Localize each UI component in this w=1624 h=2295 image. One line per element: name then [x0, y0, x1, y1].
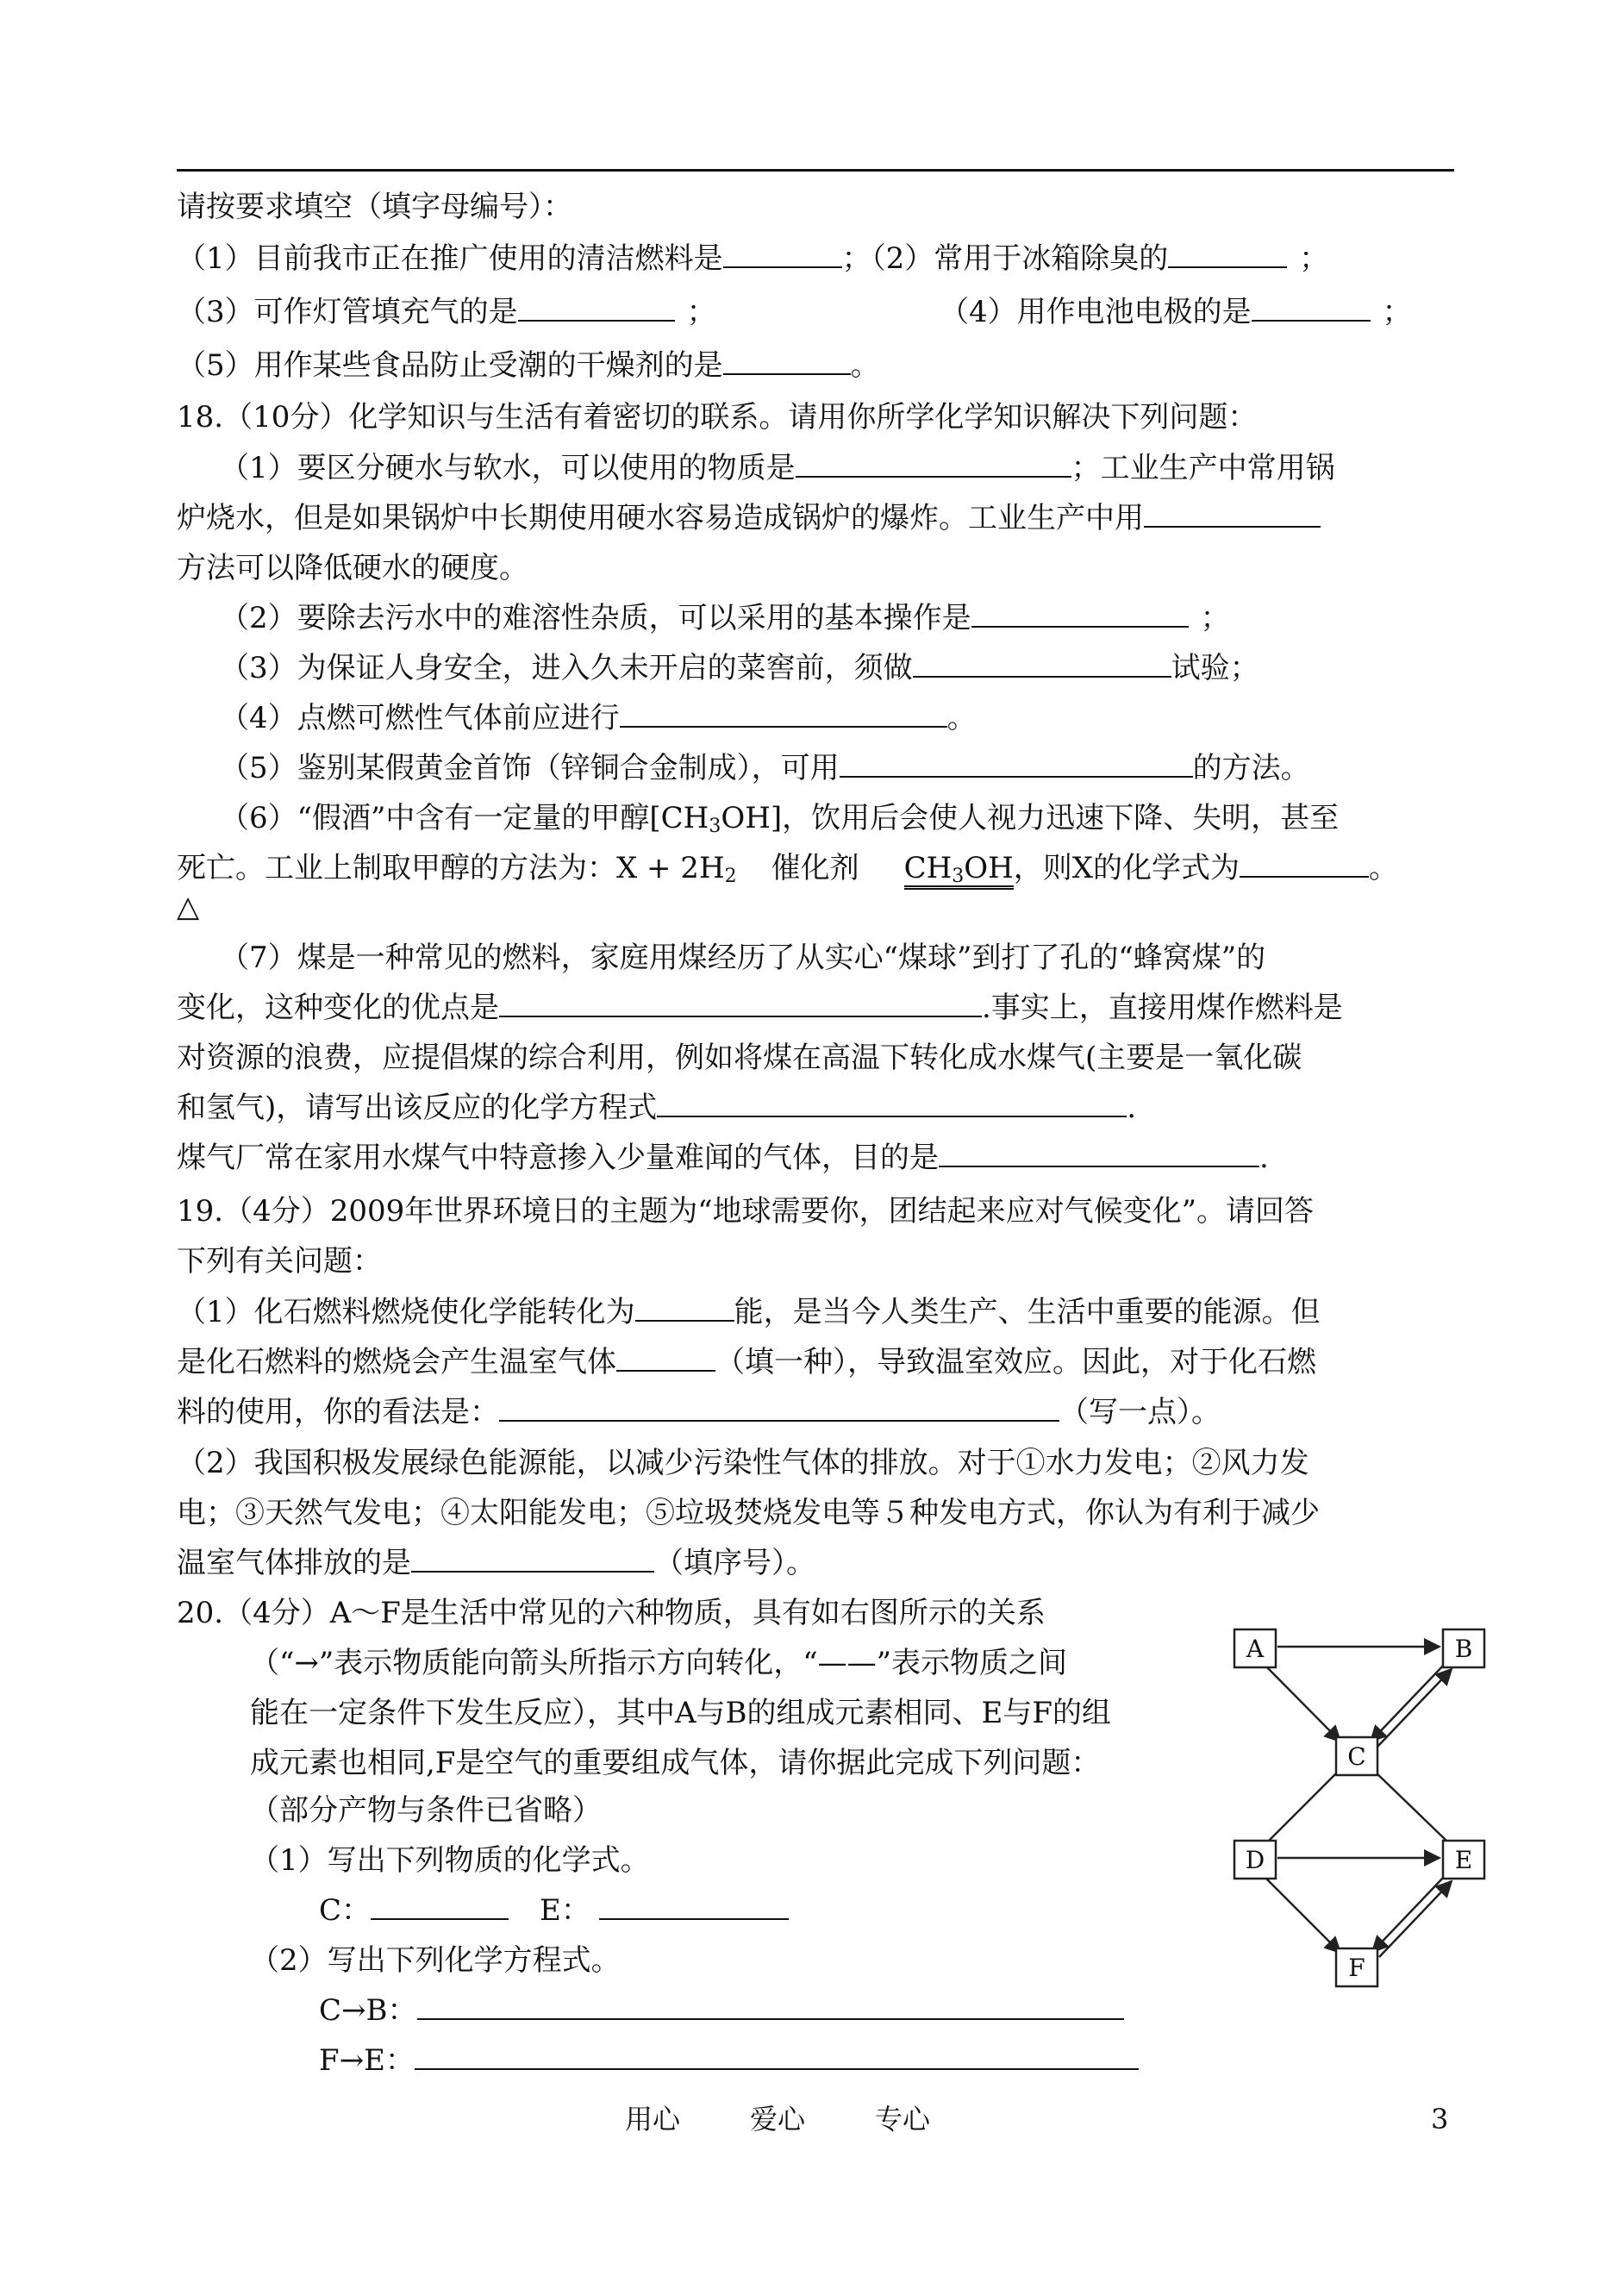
- relationship-diagram: [1224, 1621, 1508, 2017]
- q18-p6-text-2: OH]，饮用后会使人视力迅速下降、失明，甚至: [721, 801, 1340, 835]
- q18-p4-line: [220, 699, 977, 737]
- q18-blank-10[interactable]: [939, 1140, 1259, 1167]
- q19-heading-2: 下列有关问题：: [177, 1244, 382, 1279]
- q20-sub-2: （2）写出下列化学方程式。: [250, 1943, 621, 1978]
- reaction-equals-sign: [904, 851, 1014, 890]
- q18-p3-line: [220, 649, 1259, 687]
- q17-item-2-text: ；（2）常用于冰箱除臭的: [841, 241, 1169, 276]
- q19-blank-3[interactable]: [499, 1394, 1059, 1422]
- q18-blank-3[interactable]: [971, 600, 1189, 628]
- q17-item-5-text: （5）用作某些食品防止受潮的干燥剂的是: [177, 348, 723, 383]
- c-to-b-equation-blank[interactable]: [417, 1992, 1124, 2020]
- q19-p1-text: （1）化石燃料燃烧使化学能转化为: [177, 1295, 635, 1329]
- period: 。: [946, 701, 977, 735]
- q18-p6-line-2: [177, 849, 1398, 896]
- q18-p6-text: （6）“假酒”中含有一定量的甲醇[CH: [220, 801, 709, 835]
- q19-p2-line-1: （2）我国积极发展绿色能源能，以减少污染性气体的排放。对于①水力发电；②风力发: [177, 1446, 1309, 1480]
- arrow-f-to-e: [1379, 1881, 1452, 1957]
- q18-p7-line-2: [177, 989, 1343, 1027]
- q19-heading-1: 19.（4分）2009年世界环境日的主题为“地球需要你，团结起来应对气候变化”。请回答: [177, 1194, 1314, 1229]
- semicolon: ；: [1200, 601, 1230, 635]
- e-label: E：: [540, 1893, 590, 1928]
- arrow-d-to-f: [1265, 1878, 1340, 1953]
- q18-p7-line-3: 对资源的浪费，应提倡煤的综合利用，例如将煤在高温下转化成水煤气(主要是一氧化碳: [177, 1041, 1302, 1075]
- page-number: 3: [1431, 2103, 1449, 2136]
- q20-line-2: （“→”表示物质能向箭头所指示方向转化，“——”表示物质之间: [250, 1646, 1068, 1680]
- product-text-2: OH: [964, 851, 1014, 885]
- subscript: 2: [724, 866, 737, 887]
- catalyst-label: 催化剂: [771, 851, 859, 885]
- q20-fe-line: [319, 2042, 1139, 2079]
- q18-blank-1[interactable]: [796, 450, 1071, 478]
- q19-blank-2[interactable]: [616, 1344, 715, 1372]
- footer-word-2: 爱心: [750, 2103, 806, 2136]
- q20-heading: 20.（4分）A～F是生活中常见的六种物质，具有如右图所示的关系: [177, 1596, 1046, 1630]
- dot: .: [1127, 1091, 1137, 1125]
- product-text: CH: [903, 851, 953, 885]
- q20-cb-line: [319, 1992, 1124, 2029]
- q18-p7-text-2: .事实上，直接用煤作燃料是: [982, 991, 1343, 1025]
- semicolon: ；: [1299, 241, 1329, 276]
- q19-p1-text-5: 料的使用，你的看法是：: [177, 1395, 499, 1429]
- q20-formula-line: [319, 1892, 789, 1929]
- q18-p7-line-1: （7）煤是一种常见的燃料，家庭用煤经历了从实心“煤球”到打了孔的“蜂窝煤”的: [220, 941, 1266, 975]
- q18-p2-text: （2）要除去污水中的难溶性杂质，可以采用的基本操作是: [220, 601, 971, 635]
- q19-p2-line-2: 电；③天然气发电；④太阳能发电；⑤垃圾焚烧发电等５种发电方式，你认为有利于减少: [177, 1496, 1320, 1530]
- q19-p2-text-2: （填序号）。: [654, 1546, 815, 1580]
- node-b-label: B: [1454, 1635, 1473, 1663]
- q18-p5-text-2: 的方法。: [1192, 751, 1310, 785]
- q20-line-3: 能在一定条件下发生反应），其中A与B的组成元素相同、E与F的组: [250, 1696, 1111, 1730]
- q19-p1-line-2: [177, 1343, 1316, 1381]
- node-e-label: E: [1454, 1846, 1473, 1874]
- semicolon: ；: [1382, 295, 1412, 329]
- q18-blank-4[interactable]: [913, 650, 1171, 678]
- q18-p1-line-2: [177, 499, 1321, 537]
- c-formula-blank[interactable]: [371, 1892, 509, 1920]
- q19-p1-text-2: 能，是当今人类生产、生活中重要的能源。但: [734, 1295, 1321, 1329]
- arrow-b-to-c: [1371, 1664, 1445, 1742]
- q18-blank-9[interactable]: [657, 1090, 1127, 1117]
- q18-p7-line-5: [177, 1139, 1269, 1177]
- q17-line-1: [177, 240, 1328, 278]
- top-rule: [177, 169, 1454, 172]
- q17-blank-3[interactable]: [518, 294, 675, 322]
- q17-item-4-text: （4）用作电池电极的是: [940, 295, 1252, 329]
- q18-p2-line: [220, 599, 1230, 637]
- q17-line-3: [177, 347, 880, 385]
- node-f-label: F: [1348, 1954, 1365, 1982]
- q17-blank-4[interactable]: [1252, 294, 1371, 322]
- q18-p5-line: [220, 749, 1310, 787]
- footer-word-1: 用心: [625, 2103, 681, 2136]
- q18-p6-question: ，则X的化学式为: [1013, 851, 1240, 885]
- semicolon: ；: [686, 295, 716, 329]
- arrow-e-to-f: [1372, 1876, 1445, 1952]
- q19-p1-line-1: [177, 1293, 1321, 1331]
- q18-p7-text: 变化，这种变化的优点是: [177, 991, 499, 1025]
- node-a-label: A: [1246, 1635, 1265, 1663]
- heat-symbol: △: [177, 890, 200, 924]
- q18-p4-text: （4）点燃可燃性气体前应进行: [220, 701, 620, 735]
- footer-word-3: 专心: [875, 2103, 931, 2136]
- f-to-e-equation-blank[interactable]: [415, 2042, 1139, 2070]
- q18-p7-text-3: 和氢气)，请写出该反应的化学方程式: [177, 1091, 658, 1125]
- subscript: 3: [709, 816, 721, 837]
- period: 。: [850, 348, 880, 383]
- q17-blank-2[interactable]: [1168, 241, 1287, 268]
- q20-line-4: 成元素也相同,F是空气的重要组成气体，请你据此完成下列问题：: [250, 1746, 1101, 1780]
- q18-p6-equation-left: 死亡。工业上制取甲醇的方法为：X + 2H: [177, 851, 725, 885]
- q17-item-1-text: （1）目前我市正在推广使用的清洁燃料是: [177, 241, 723, 276]
- q18-blank-5[interactable]: [620, 700, 947, 728]
- q18-blank-6[interactable]: [840, 750, 1193, 778]
- intro-line: 请按要求填空（填字母编号）：: [177, 190, 572, 224]
- q19-p1-text-4: （填一种），导致温室效应。因此，对于化石燃: [715, 1345, 1316, 1379]
- q17-line-2: [177, 293, 716, 331]
- q19-p2-text: 温室气体排放的是: [177, 1546, 411, 1580]
- link-c-d: [1269, 1769, 1340, 1841]
- node-d-label: D: [1245, 1846, 1265, 1874]
- q18-p1-text-3: 炉烧水，但是如果锅炉中长期使用硬水容易造成锅炉的爆炸。工业生产中用: [177, 501, 1144, 535]
- link-c-e: [1372, 1769, 1446, 1841]
- q18-blank-8[interactable]: [499, 990, 982, 1017]
- q18-p1-line-1: [220, 449, 1335, 487]
- arrow-c-to-b: [1377, 1669, 1452, 1747]
- q18-p7-line-4: [177, 1089, 1136, 1127]
- q19-p1-text-3: 是化石燃料的燃烧会产生温室气体: [177, 1345, 616, 1379]
- node-c-label: C: [1347, 1742, 1366, 1771]
- q18-p3-text: （3）为保证人身安全，进入久未开启的菜窖前，须做: [220, 651, 913, 685]
- q18-p3-text-2: 试验；: [1171, 651, 1259, 685]
- q19-blank-1[interactable]: [635, 1294, 734, 1322]
- q18-p6-line-1: [220, 799, 1339, 846]
- e-formula-blank[interactable]: [599, 1892, 789, 1920]
- dot: .: [1259, 1141, 1269, 1175]
- q18-blank-7[interactable]: [1240, 850, 1369, 878]
- q17-blank-1[interactable]: [723, 241, 842, 268]
- q17-blank-5[interactable]: [723, 347, 851, 375]
- q19-p1-line-3: [177, 1393, 1221, 1431]
- q19-blank-4[interactable]: [411, 1545, 654, 1573]
- q17-line-2b: [940, 293, 1412, 331]
- q20-sub-1: （1）写出下列物质的化学式。: [250, 1843, 650, 1878]
- q18-p1-text: （1）要区分硬水与软水，可以使用的物质是: [220, 451, 796, 485]
- q18-p1-text-2: ；工业生产中常用锅: [1071, 451, 1335, 485]
- subscript: 3: [952, 866, 965, 887]
- q19-p1-text-6: （写一点）。: [1059, 1395, 1221, 1429]
- arrow-a-to-c: [1265, 1666, 1340, 1742]
- q18-heading: 18.（10分）化学知识与生活有着密切的联系。请用你所学化学知识解决下列问题：: [177, 400, 1258, 435]
- q18-p7-text-4: 煤气厂常在家用水煤气中特意掺入少量难闻的气体，目的是: [177, 1141, 939, 1175]
- period: 。: [1369, 851, 1399, 885]
- q17-item-3-text: （3）可作灯管填充气的是: [177, 295, 518, 329]
- q20-line-5: （部分产物与条件已省略）: [250, 1793, 602, 1828]
- c-label: C：: [319, 1893, 372, 1928]
- q18-p5-text: （5）鉴别某假黄金首饰（锌铜合金制成），可用: [220, 751, 840, 785]
- q18-p1-line-3: 方法可以降低硬水的硬度。: [177, 551, 528, 585]
- c-to-b-label: C→B：: [319, 1993, 417, 2028]
- f-to-e-label: F→E：: [319, 2043, 415, 2078]
- q19-p2-line-3: [177, 1544, 815, 1582]
- q18-blank-2[interactable]: [1144, 500, 1321, 528]
